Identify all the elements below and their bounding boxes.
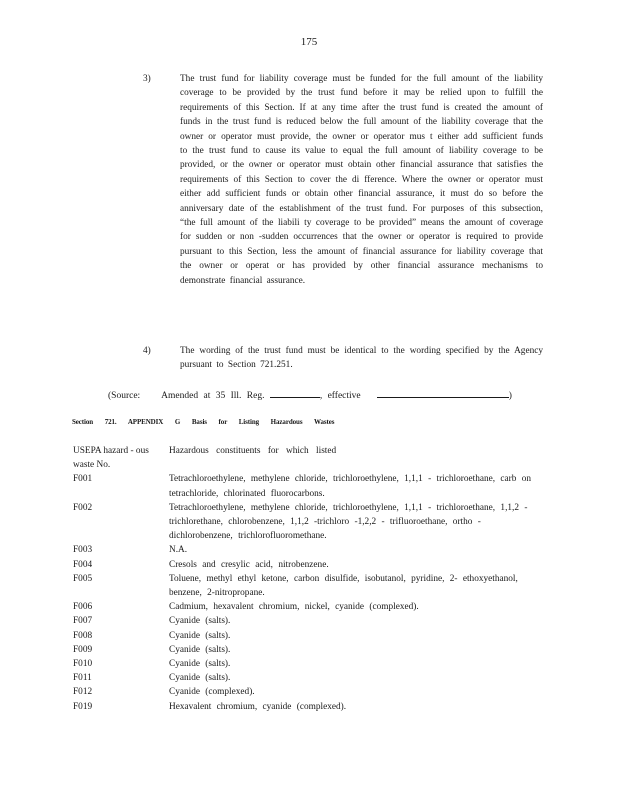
register-blank [270,388,320,398]
waste-code: F011 [73,673,92,684]
waste-code: F009 [73,644,93,655]
source-amended: Amended at 35 Ill. Reg. [161,391,265,401]
constituents: Cyanide (salts). [169,644,231,655]
waste-code: F003 [73,545,93,556]
constituents: Hexavalent chromium, cyanide (complexed). [169,701,347,712]
source-close: ) [508,391,512,401]
table-row [73,700,543,714]
source-note [108,388,512,401]
table-row [73,671,543,685]
item-number: 4) [143,346,151,356]
constituents: Cyanide (complexed). [169,687,255,698]
source-open: (Source: [108,391,141,401]
waste-code: F001 [73,474,93,485]
table-row [73,643,543,657]
table-header [73,444,543,472]
section-heading: Section 721. APPENDIX G Basis for Listing Hazardous Wastes [72,418,335,426]
constituents: Cresols and cresylic acid, nitrobenzene. [169,559,329,570]
table-row [73,501,543,544]
waste-code: F002 [73,502,93,513]
constituents: Cyanide (salts). [169,673,231,684]
constituents: Cyanide (salts). [169,616,231,627]
item-number: 3) [143,74,151,84]
waste-code: F004 [73,559,93,570]
effective-date-blank [377,388,509,398]
table-row [73,558,543,572]
table-row [73,629,543,643]
hazardous-waste-table [73,444,543,714]
constituents: Tetrachloroethylene, methylene chloride, trichloroethylene, 1,1,1 - trichloroethane, carb on tetrachloride, chlorinated fluorocarbons. [169,474,532,499]
constituents: Cyanide (salts). [169,659,231,670]
table-row [73,572,543,600]
waste-code: F019 [73,701,93,712]
constituents: Tetrachloroethylene, methylene chloride, trichloroethylene, 1,1,1 - trichloroethane, 1,1,2 -trichlorethane, chlorobenzene, 1,1,2 -trichloro -1,2,2 - trifluoroethane, ortho -dichlorobenzene, trichlorofluoromethane. [169,502,528,542]
table-row [73,543,543,557]
item-text: The trust fund for liability coverage must be funded for the full amount of the liability coverage to be provided by the trust fund before it may be relied upon to fulfill the requirements of this Section. If at any time after the trust fund is created the amount of funds in the trust fund is reduced below the full amount of the liability coverage that the owner or operator must provide, the owner or operator mus t either add sufficient funds to the trust fund to cause its value to equal the full amount of liability coverage to be provided, or the owner or operator must obtain other financial assurance that satisfies the requirements of this Section to cover the di fference. Where the owner or operator must either add sufficient funds or obtain other financial assurance, it must do so before the anniversary date of the establishment of the trust fund. For purposes of this subsection, “the full amount of the liabili ty coverage to be provided” means the amount of coverage for sudden or non -sudden occurrences that the owner or operator is required to provide pursuant to this Section, less the amount of financial assurance for liability coverage that the owner or operat or has provided by other financial assurance mechanisms to demonstrate financial assurance. [180,74,543,286]
constituents: Cadmium, hexavalent chromium, nickel, cyanide (complexed). [169,602,419,613]
constituents: N.A. [169,545,188,556]
waste-code: F010 [73,659,93,670]
table-row [73,657,543,671]
waste-code: F006 [73,602,93,613]
constituents: Toluene, methyl ethyl ketone, carbon disulfide, isobutanol, pyridine, 2- ethoxyethanol, benzene, 2-nitropropane. [169,573,518,599]
waste-code: F007 [73,616,93,627]
item-text: The wording of the trust fund must be identical to the wording specified by the Agency pursuant to Section 721.251. [180,346,543,371]
table-row [73,685,543,699]
page-number: 175 [300,36,318,48]
waste-code: F012 [73,687,93,698]
table-row [73,472,543,500]
table-row [73,614,543,628]
constituents: Cyanide (salts). [169,630,231,641]
waste-code: F008 [73,630,93,641]
source-effective: , effective [319,391,361,401]
paragraph-item-3 [143,72,543,288]
waste-code: F005 [73,573,93,584]
header-constituents: Hazardous constituents for which listed [169,446,337,456]
header-waste-number: USEPA hazard - ous waste No. [73,446,149,471]
paragraph-item-4 [143,344,543,373]
table-row [73,600,543,614]
